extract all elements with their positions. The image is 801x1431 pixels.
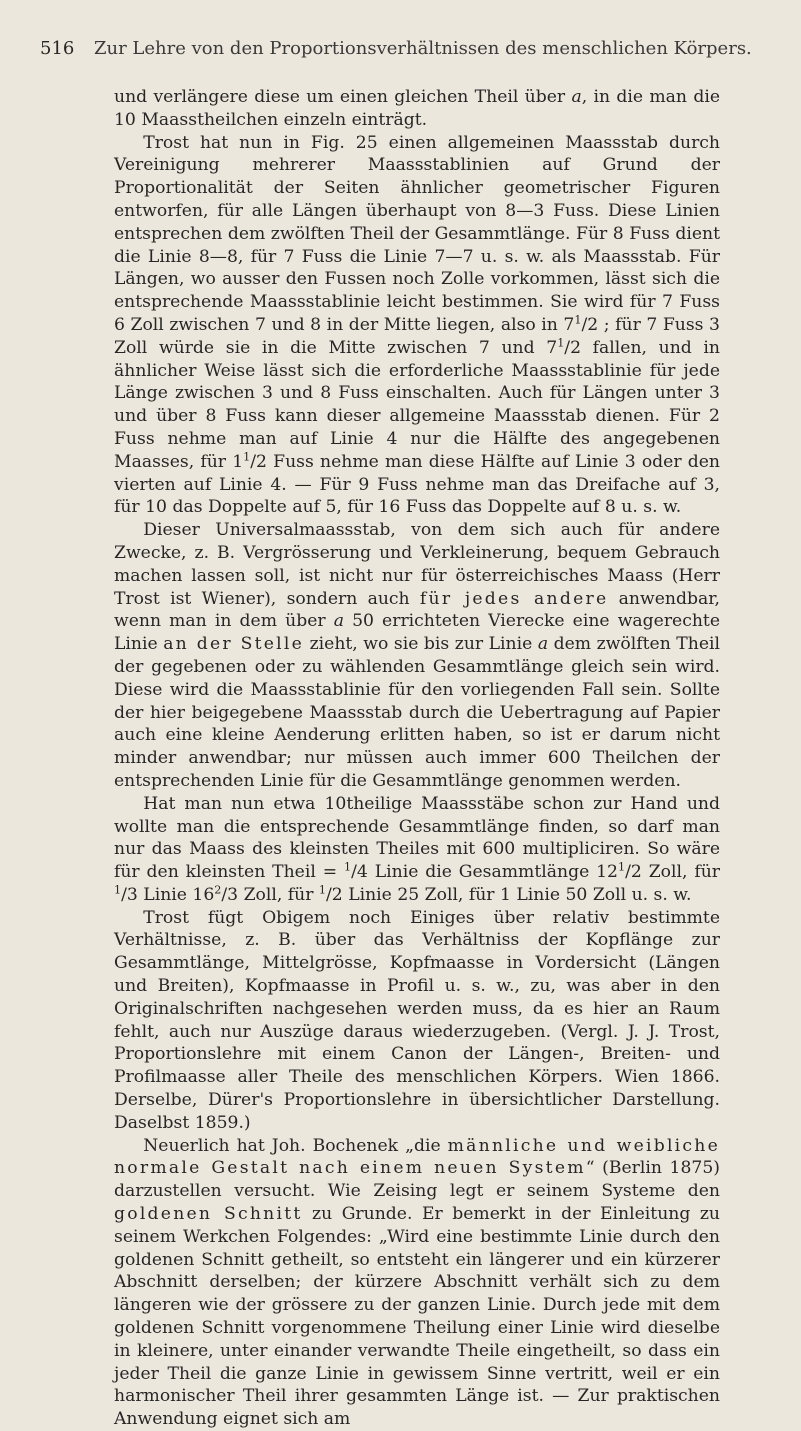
text-run: für jedes andere <box>419 588 609 609</box>
text-run: 1 <box>344 860 352 874</box>
text-run: /2 fallen, und in ähnlicher Weise lässt sich die erforderliche Maassstablinie für jede Länge zwischen 3 und 8 Fuss einschalten. Auch für Längen unter 3 und über 8 Fuss kann dieser allgemeine Maassstab dienen. Für 2 Fuss nehme man auf Linie 4 nur die Hälfte des angegebenen Maasses, für 1 <box>114 337 720 472</box>
text-run: Trost hat nun in Fig. 25 einen allgemeinen Maassstab durch Vereinigung mehrerer Maassstablinien auf Grund der Proportionalität der Seiten ähnlicher geometrischer Figuren entworfen, für alle Längen überhaupt von 8—3 Fuss. Diese Linien entsprechen dem zwölften Theil der Gesammtlänge. Für 8 Fuss dient die Linie 8—8, für 7 Fuss die Linie 7—7 u. s. w. als Maassstab. Für Längen, wo ausser den Fussen noch Zolle vorkommen, lässt sich die entsprechende Maassstablinie leicht bestimmen. Sie wird für 7 Fuss 6 Zoll zwischen 7 und 8 in der Mitte liegen, also in 7 <box>114 132 720 335</box>
text-run: /2 Fuss nehme man diese Hälfte auf Linie 3 oder den vierten auf Linie 4. — Für 9 Fuss nehme man das Dreifache auf 3, für 10 das Doppelte auf 5, für 16 Fuss das Doppelte auf 8 u. s. w. <box>114 451 720 518</box>
paragraph <box>114 907 720 1135</box>
running-title: Zur Lehre von den Proportionsverhältnissen des menschlichen Körpers. <box>94 38 752 59</box>
text-run: und verlängere diese um einen gleichen Theil über <box>114 87 572 107</box>
text-run: 1 <box>243 450 251 464</box>
text-run: /3 Zoll, für <box>221 884 319 905</box>
text-run: /2 Linie 25 Zoll, für 1 Linie 50 Zoll u. s. w. <box>326 884 692 905</box>
page-number: 516 <box>40 38 75 59</box>
text-run: an der Stelle <box>163 634 305 655</box>
text-run: 2 <box>214 883 222 897</box>
text-run: anwendbar, wenn man in dem über <box>114 588 720 632</box>
text-run: /2 ; für 7 Fuss 3 Zoll würde sie in die Mitte zwischen 7 und 7 <box>114 314 720 358</box>
text-run: goldenen Schnitt <box>114 1204 303 1225</box>
text-run: , in die man die 10 Maasstheilchen einzeln einträgt. <box>114 87 720 130</box>
text-run: a <box>537 634 549 655</box>
text-run: 1 <box>114 883 122 897</box>
text-run: /3 Linie 16 <box>121 884 215 905</box>
text-run: a <box>571 87 582 107</box>
text-run: dem zwölften Theil der gegebenen oder zu wählenden Gesammtlänge gleich sein wird. Diese wird die Maassstablinie für den vorliegenden Fall sein. Sollte der hier beigegebene Maassstab durch die Uebertragung auf Papier auch eine kleine Aenderung erlitten haben, so ist er darum nicht minder anwendbar; nur müssen auch immer 600 Theilchen der entsprechenden Linie für die Gesammtlänge genommen werden. <box>114 634 720 791</box>
body-text <box>114 86 720 1431</box>
text-run: Dieser Universalmaassstab, von dem sich auch für andere Zwecke, z. B. Vergrösserung und Verkleinerung, bequem Gebrauch machen lassen soll, ist nicht nur für österreichisches Maass (Herr Trost ist Wiener), sondern auch <box>114 520 720 609</box>
paragraph <box>114 793 720 907</box>
text-run: “ (Berlin 1875) darzustellen versucht. Wie Zeising legt er seinem Systeme den <box>114 1158 720 1202</box>
paragraph <box>114 519 720 793</box>
text-run: Trost fügt Obigem noch Einiges über relativ bestimmte Verhältnisse, z. B. über das Verhältniss der Kopflänge zur Gesammtlänge, Mittelgrösse, Kopfmaasse in Vordersicht (Längen und Breiten), Kopfmaasse in Profil u. s. w., zu, was aber in den Originalschriften nachgesehen werden muss, da es hier an Raum fehlt, auch nur Auszüge daraus wiederzugeben. (Vergl. J. J. Trost, Proportionslehre mit einem Canon der Längen-, Breiten- und Profilmaasse aller Theile des menschlichen Körpers. Wien 1866. Derselbe, Dürer's Proportionslehre in übersichtlicher Darstellung. Daselbst 1859.) <box>114 907 720 1133</box>
paragraph <box>114 86 720 132</box>
text-run: Neuerlich hat Joh. Bochenek „die <box>143 1135 448 1156</box>
text-run: /4 Linie die Gesammtlänge 12 <box>351 862 618 883</box>
text-run: zieht, wo sie bis zur Linie <box>304 634 538 655</box>
text-run: männliche und weibliche normale Gestalt nach einem neuen System <box>114 1135 720 1179</box>
text-run: 1 <box>618 860 626 874</box>
text-run: Hat man nun etwa 10theilige Maassstäbe schon zur Hand und wollte man die entsprechende Gesammtlänge finden, so darf man nur das Maass des kleinsten Theiles mit 600 multipliciren. So wäre für den kleinsten Theil = <box>114 793 720 883</box>
text-run: 50 errichteten Vierecke eine wagerechte Linie <box>114 611 720 655</box>
text-run: zu Grunde. Er bemerkt in der Einleitung zu seinem Werkchen Folgendes: „Wird eine bestimmte Linie durch den goldenen Schnitt getheilt, so entsteht ein längerer und ein kürzerer Abschnitt derselben; der kürzere Abschnitt verhält sich zu dem längeren wie der grössere zu der ganzen Linie. Durch jede mit dem goldenen Schnitt vorgenommene Theilung einer Linie wird dieselbe in kleinere, unter einander verwandte Theile eingetheilt, so dass ein jeder Theil die ganze Linie in gewissem Sinne vertritt, weil er ein harmonischer Theil ihrer gesammten Länge ist. — Zur praktischen Anwendung eignet sich am <box>114 1204 721 1430</box>
text-run: a <box>333 611 344 632</box>
paragraph <box>114 132 720 520</box>
text-run: /2 Zoll, für <box>625 862 720 883</box>
text-run: 1 <box>318 883 327 897</box>
text-run: 1 <box>557 336 565 350</box>
paragraph <box>114 1135 720 1431</box>
text-run: 1 <box>574 313 582 327</box>
